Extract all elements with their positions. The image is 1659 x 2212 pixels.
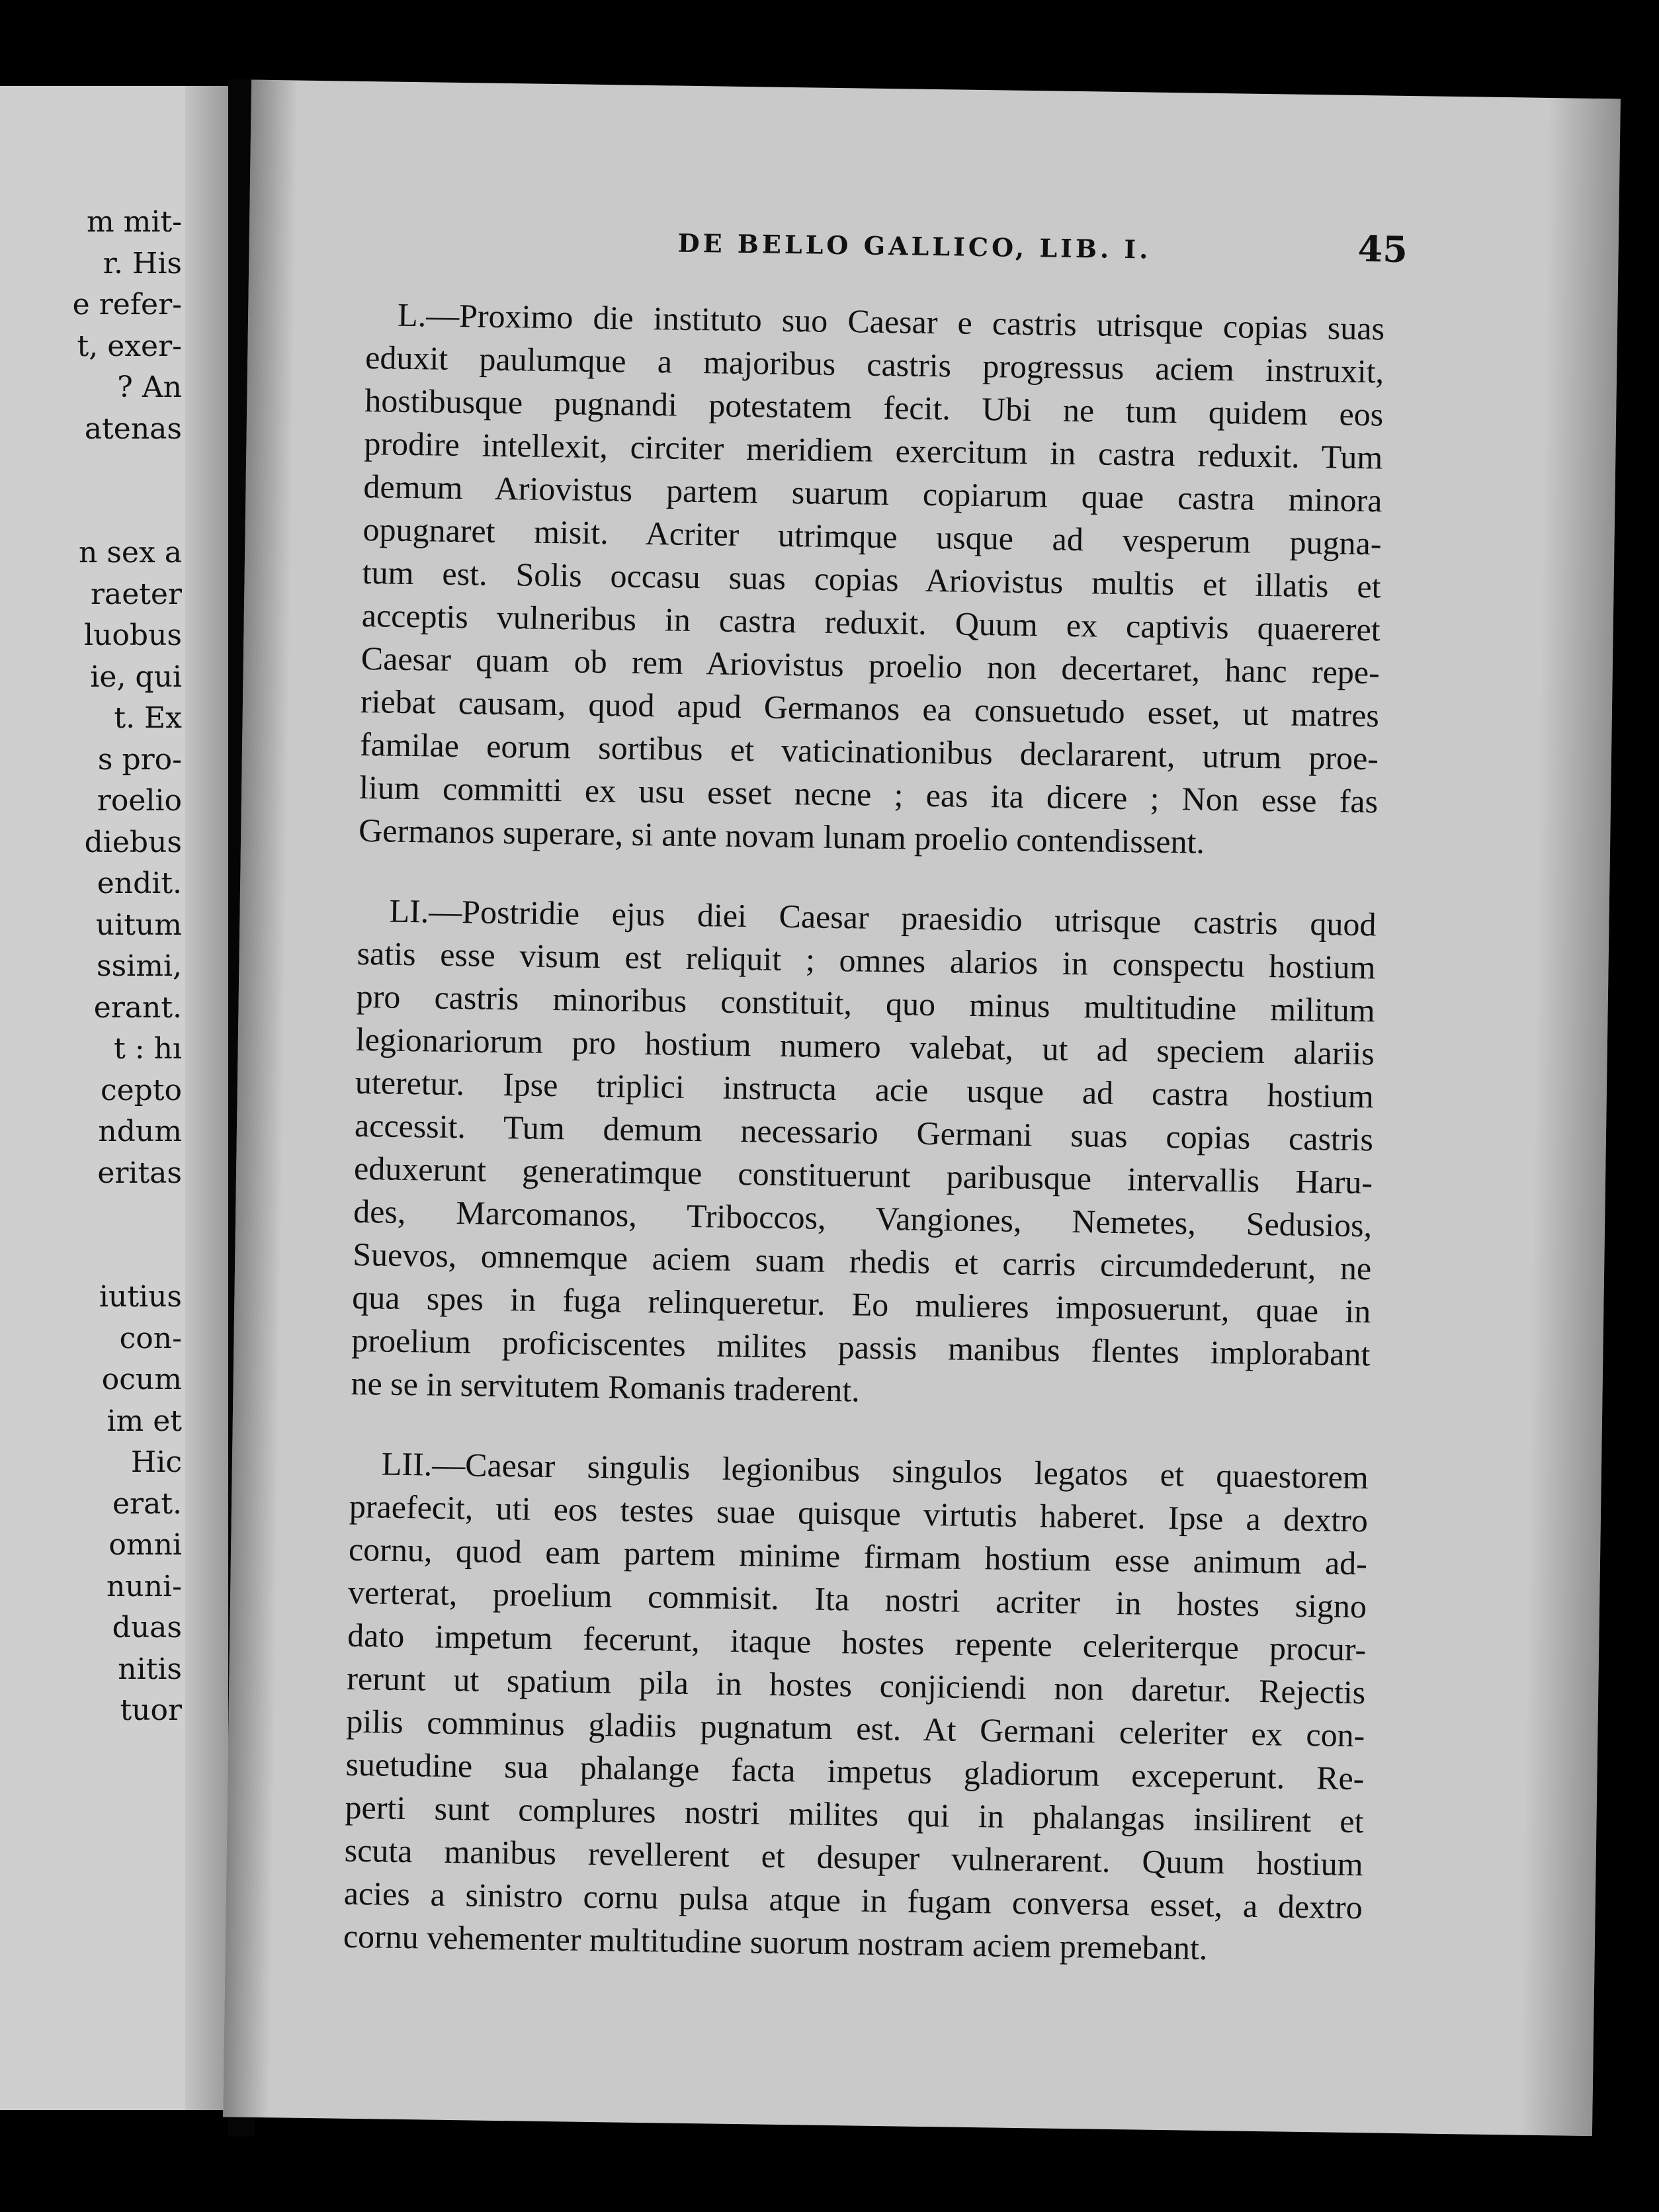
left-page-fragment: erat. [112,1486,182,1521]
text-line: Suevos, omnemque aciem suam rhedis et carris circumdederunt, ne [352,1235,1372,1287]
text-line: demum Ariovistus partem suarum copiarum quae castra minora [363,467,1382,519]
left-page-fragment: eritas [97,1156,182,1190]
text-line: satis esse visum est reliquit ; omnes alarios in conspectu hostium [357,934,1376,986]
text-line: cornu vehementer multitudine suorum nostram aciem premebant. [343,1917,1208,1967]
left-page-fragment: r. His [103,246,182,280]
body-text [343,293,1385,2009]
text-line: cornu, quod eam partem minime firmam hostium esse animum ad- [348,1530,1368,1582]
left-page-fragment: Hic [130,1445,182,1479]
text-line: scuta manibus revellerent et desuper vulnerarent. Quum hostium [344,1831,1363,1883]
chapter-paragraph [351,889,1377,1419]
left-page-fragment: s pro- [97,742,182,777]
text-line: eduxerunt generatimque constituerunt paribusque intervallis Haru- [353,1149,1373,1201]
left-page-fragment: uitum [95,908,182,942]
text-line: suetudine sua phalange facta impetus gladiorum exceperunt. Re- [345,1745,1365,1797]
text-line: proelium proficiscentes milites passis manibus flentes implorabant [351,1321,1371,1373]
facing-page-left [0,86,228,2110]
text-line: L.—Proximo die instituto suo Caesar e castris utrisque copias suas [397,296,1385,347]
text-line: rerunt ut spatium pila in hostes conjiciendi non daretur. Rejectis [346,1659,1366,1711]
left-page-fragment: ocum [101,1363,182,1396]
text-line: LI.—Postridie ejus diei Caesar praesidio utrisque castris quod [389,892,1377,943]
left-page-fragment: ? An [117,370,182,404]
text-line: praefecit, uti eos testes suae quisque virtutis haberet. Ipse a dextro [349,1487,1369,1539]
text-line: pro castris minoribus constituit, quo minus multitudine militum [356,977,1376,1029]
left-page-edge-shadow [185,86,228,2110]
text-line: Germanos superare, si ante novam lunam proelio contendissent. [358,811,1205,861]
left-page-fragment: iutius [99,1280,182,1314]
left-page-fragment: im et [106,1404,182,1438]
left-page-fragment: t : hı [114,1032,182,1066]
left-page-fragment: cepto [100,1073,182,1107]
text-line: prodire intellexit, circiter meridiem exercitum in castra reduxit. Tum [364,424,1383,476]
text-line: acies a sinistro cornu pulsa atque in fugam conversa esset, a dextro [343,1874,1363,1926]
left-page-fragment: erant. [93,990,182,1025]
left-page-fragment: luobus [84,618,182,652]
text-line: qua spes in fuga relinqueretur. Eo mulieres imposuerunt, quae in [352,1278,1371,1330]
text-line: hostibusque pugnandi potestatem fecit. Ubi ne tum quidem eos [364,381,1384,433]
left-page-fragment: ndum [98,1115,182,1148]
left-page-fragment: raeter [90,577,182,611]
left-page-fragment: roelio [97,784,182,818]
text-line: tum est. Solis occasu suas copias Ariovistus multis et illatis et [362,553,1381,605]
left-page-fragment: con- [119,1321,182,1355]
left-page-fragment: endit. [97,867,182,900]
left-page-fragment: nitis [118,1652,182,1686]
page-45 [223,80,1621,2137]
text-line: dato impetum fecerunt, itaque hostes repente celeriterque procur- [347,1616,1367,1668]
left-page-fragment: n sex a [79,536,182,570]
left-page-fragment: nuni- [106,1569,182,1603]
text-line: perti sunt complures nostri milites qui in phalangas insilirent et [345,1788,1364,1840]
text-line: ne se in servitutem Romanis traderent. [351,1364,861,1409]
text-line: lium committi ex usu esset necne ; eas ita dicere ; Non esse fas [359,768,1379,820]
left-page-fragment: t, exer- [77,329,182,363]
text-line: acceptis vulneribus in castra reduxit. Quum ex captivis quaereret [361,596,1381,648]
text-line: accessit. Tum demum necessario Germani suas copias castris [354,1106,1374,1158]
left-page-fragment: diebus [84,825,182,859]
text-line: LII.—Caesar singulis legionibus singulos legatos et quaestorem [381,1445,1369,1496]
text-line: riebat causam, quod apud Germanos ea consuetudo esset, ut matres [360,682,1380,734]
left-page-fragment: e refer- [72,288,182,321]
left-page-fragment: duas [112,1611,182,1644]
chapter-paragraph [359,293,1385,866]
text-line: legionariorum pro hostium numero valebat, ut ad speciem alariis [355,1020,1375,1072]
text-line: uteretur. Ipse triplici instructa acie usque ad castra hostium [355,1063,1375,1115]
left-page-fragment: ssimi, [96,949,182,983]
text-line: des, Marcomanos, Triboccos, Vangiones, Nemetes, Sedusios, [353,1192,1373,1244]
text-line: pilis comminus gladiis pugnatum est. At Germani celeriter ex con- [346,1702,1365,1754]
text-line: opugnaret misit. Acriter utrimque usque ad vesperum pugna- [362,510,1382,562]
left-page-fragment: tuor [120,1693,182,1727]
text-line: eduxit paulumque a majoribus castris progressus aciem instruxit, [364,338,1384,390]
text-line: verterat, proelium commisit. Ita nostri acriter in hostes signo [347,1573,1367,1625]
left-page-fragment: ie, qui [90,659,182,694]
left-page-fragment: atenas [84,411,182,446]
text-line: familae eorum sortibus et vaticinationibus declararent, utrum proe- [359,725,1379,777]
left-page-fragment: m mit- [86,205,182,239]
left-page-fragment: t. Ex [114,701,182,735]
chapter-paragraph [343,1442,1369,1972]
running-head: DE BELLO GALLICO, LIB. I. [677,228,1152,265]
text-line: Caesar quam ob rem Ariovistus proelio non decertaret, hanc repe- [361,639,1381,691]
left-page-fragment: omni [108,1528,182,1562]
page-number: 45 [1357,227,1408,271]
page-edge-shadow [1519,98,1621,2136]
